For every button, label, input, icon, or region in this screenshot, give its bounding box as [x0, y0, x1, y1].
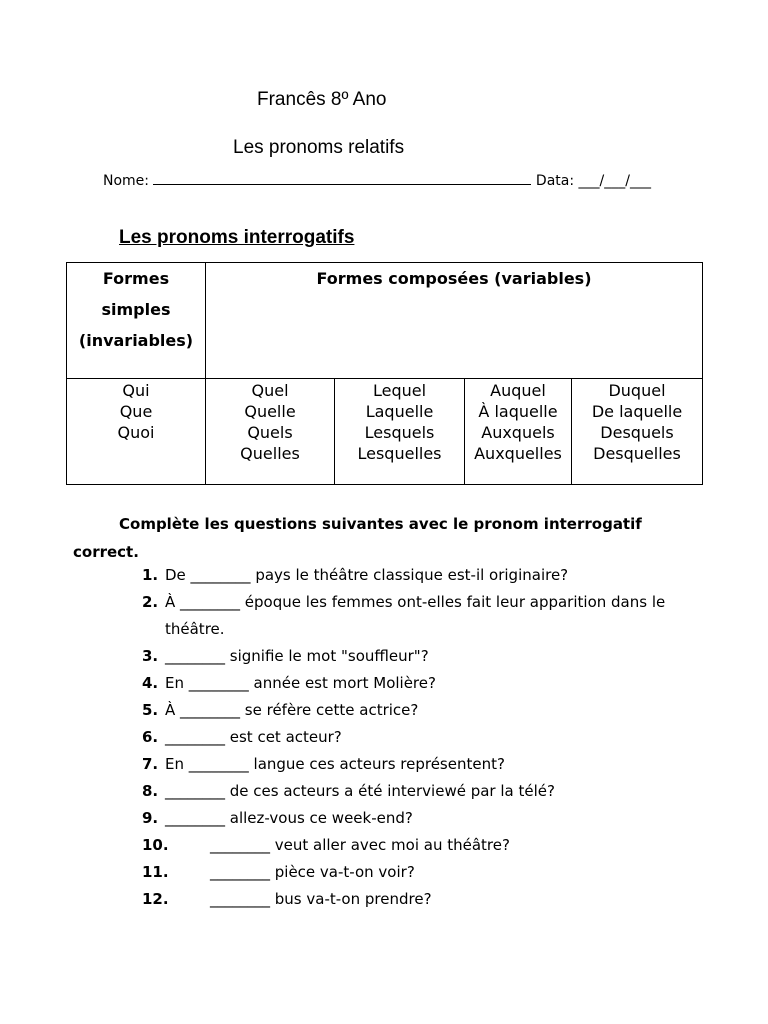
question-text: ________ pièce va-t-on voir?	[210, 863, 415, 881]
question-number: 8.	[142, 782, 159, 800]
pronoun: Lesquels	[364, 423, 435, 442]
composed-forms-header: Formes composées (variables)	[206, 263, 703, 379]
list-item	[0, 805, 768, 832]
question-number: 6.	[142, 728, 159, 746]
list-item	[0, 724, 768, 751]
question-text: En ________ année est mort Molière?	[165, 674, 436, 692]
question-number: 1.	[142, 566, 159, 584]
question-text: ________ est cet acteur?	[165, 728, 342, 746]
instructions-text	[73, 510, 693, 566]
pronoun: Lesquelles	[357, 444, 442, 463]
auquel-forms-cell	[465, 379, 572, 485]
name-blank	[153, 172, 531, 185]
question-number: 11.	[142, 863, 169, 881]
list-item	[0, 643, 768, 670]
pronouns-table	[66, 262, 703, 485]
question-number: 7.	[142, 755, 159, 773]
pronoun: Auquel	[490, 381, 546, 400]
question-number: 9.	[142, 809, 159, 827]
pronoun: Quels	[247, 423, 293, 442]
duquel-forms-cell	[572, 379, 703, 485]
name-label: Nome:	[103, 173, 150, 189]
pronoun: Desquels	[600, 423, 674, 442]
pronoun: Quel	[251, 381, 289, 400]
pronoun: Lequel	[372, 381, 427, 400]
simple-forms-header: Formes simples (invariables)	[67, 263, 206, 379]
question-text: En ________ langue ces acteurs représentent?	[165, 755, 505, 773]
list-item	[0, 778, 768, 805]
section-title: Les pronoms interrogatifs	[119, 227, 355, 248]
list-item	[0, 751, 768, 778]
table-header-row	[67, 263, 703, 379]
question-text: De ________ pays le théâtre classique est-il originaire?	[165, 566, 569, 584]
pronoun: Duquel	[608, 381, 666, 400]
table-row	[67, 379, 703, 485]
pronoun: Quelles	[240, 444, 300, 463]
instructions-label: Complète les questions suivantes avec le pronom interrogatif correct.	[73, 515, 642, 561]
course-title: Francês 8º Ano	[257, 89, 387, 110]
list-item	[0, 589, 768, 643]
question-text: ________ allez-vous ce week-end?	[165, 809, 413, 827]
question-number: 4.	[142, 674, 159, 692]
question-number: 2.	[142, 593, 159, 611]
question-text: ________ bus va-t-on prendre?	[210, 890, 432, 908]
date-label: Data: ___/___/___	[535, 173, 651, 189]
simple-forms-cell	[67, 379, 206, 485]
list-item	[0, 832, 768, 859]
pronoun: Auxquelles	[474, 444, 562, 463]
question-text: À ________ se réfère cette actrice?	[165, 701, 419, 719]
name-date-row	[103, 172, 703, 189]
question-number: 5.	[142, 701, 159, 719]
pronoun: Auxquels	[481, 423, 555, 442]
question-text: À ________ époque les femmes ont-elles fait leur apparition dans le théâtre.	[165, 593, 666, 638]
question-text: ________ de ces acteurs a été interviewé par la télé?	[165, 782, 555, 800]
list-item	[0, 670, 768, 697]
topic-title: Les pronoms relatifs	[233, 137, 405, 158]
question-text: ________ signifie le mot "souffleur"?	[165, 647, 429, 665]
pronoun: Que	[119, 402, 153, 421]
question-number: 12.	[142, 890, 169, 908]
list-item	[0, 562, 768, 589]
pronoun: Qui	[122, 381, 150, 400]
pronoun: Desquelles	[593, 444, 681, 463]
quel-forms-cell	[206, 379, 335, 485]
pronoun: Laquelle	[365, 402, 434, 421]
list-item	[0, 697, 768, 724]
question-list	[0, 562, 768, 913]
list-item	[0, 886, 768, 913]
pronoun: Quelle	[244, 402, 296, 421]
pronoun: À laquelle	[478, 402, 558, 421]
question-number: 10.	[142, 836, 169, 854]
question-number: 3.	[142, 647, 159, 665]
question-text: ________ veut aller avec moi au théâtre?	[210, 836, 510, 854]
pronoun: De laquelle	[591, 402, 683, 421]
lequel-forms-cell	[335, 379, 465, 485]
list-item	[0, 859, 768, 886]
pronoun: Quoi	[117, 423, 155, 442]
